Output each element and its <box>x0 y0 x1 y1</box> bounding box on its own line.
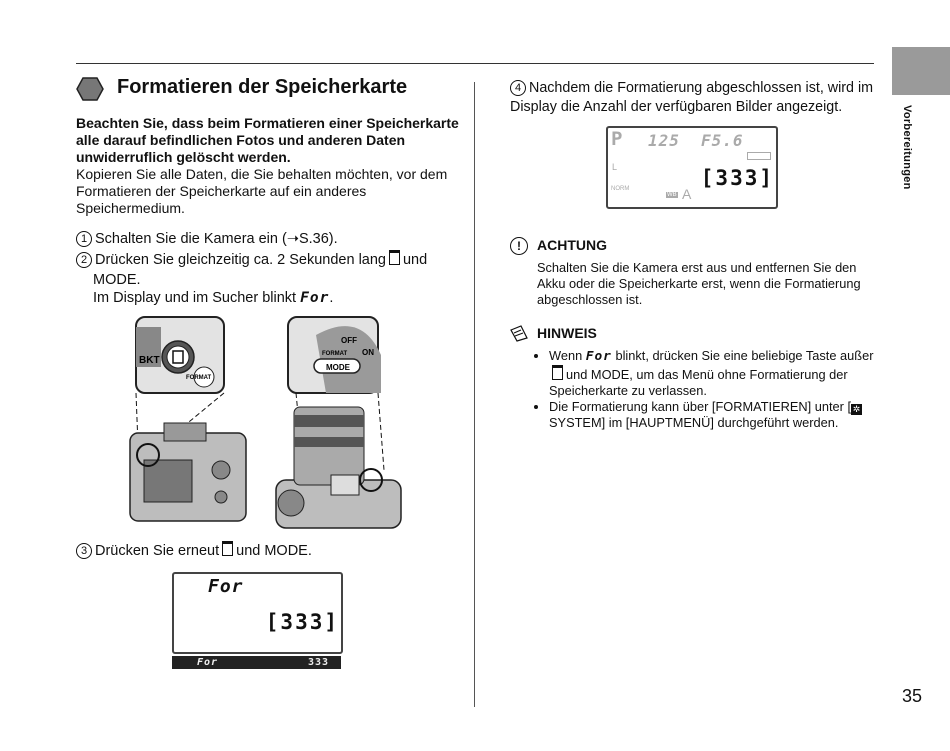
battery-icon <box>747 152 771 160</box>
hinweis-item-2: • Die Formatierung kann über [FORMATIEREN] unter [ ✲ SYSTEM] im [HAUPTMENÜ] durchgeführt werden. <box>549 399 882 431</box>
format-label-1: FORMAT <box>186 375 212 381</box>
step-4-text: Nachdem die Formatierung abgeschlossen ist, wird im Display die Anzahl der verfügbaren Bilder angezeigt. <box>510 80 874 115</box>
mode-label: MODE <box>326 363 350 372</box>
hinweis-for-display: For <box>585 349 612 364</box>
lcd2-wb: WB <box>667 192 677 198</box>
bkt-label: BKT <box>139 355 160 366</box>
section-tab-label: Vorbereitungen <box>901 105 913 190</box>
warning-paragraph: Kopieren Sie alle Daten, die Sie behalten möchten, vor dem Formatieren der Speicherkarte auf ein anderes Speichermedium. <box>76 166 448 216</box>
trash-icon-2 <box>222 541 233 556</box>
step-1-text: Schalten Sie die Kamera ein ( <box>95 231 287 247</box>
lcd-for-text: For <box>208 576 244 597</box>
hinweis-item-1 <box>549 348 882 399</box>
trash-icon <box>389 250 400 265</box>
system-gear-icon: ✲ <box>852 404 861 414</box>
achtung-title: ACHTUNG <box>537 237 607 253</box>
hinweis-2-text-a: Die Formatierung kann über [FORMATIEREN] unter <box>549 399 844 414</box>
step-4-number: 4 <box>510 80 526 96</box>
step-2 <box>76 250 466 270</box>
viewfinder-bar <box>172 656 341 669</box>
step-1 <box>76 229 338 249</box>
lcd2-quality: NORM <box>611 186 630 192</box>
note-icon <box>509 324 529 342</box>
viewfinder-for: For <box>197 657 219 668</box>
lcd-count: [333] <box>265 610 339 634</box>
hinweis-1-text-b: blinkt, drücken Sie eine beliebige Taste <box>615 348 837 363</box>
lcd2-count: [333] <box>700 166 774 190</box>
lcd-display-step4 <box>606 126 778 209</box>
trash-icon-3 <box>552 365 563 380</box>
camera-illustration <box>126 315 416 535</box>
lcd2-mode: P <box>611 128 624 150</box>
lcd2-a: A <box>682 186 692 202</box>
step-2-text-d: Im Display und im Sucher blinkt <box>93 290 297 306</box>
lcd2-l: L <box>612 162 618 172</box>
achtung-text: Schalten Sie die Kamera erst aus und entfernen Sie den Akku oder die Speicherkarte erst, wenn die Formatierung abgeschlossen ist. <box>537 260 861 307</box>
blink-for-display: For <box>300 290 330 306</box>
step-3-text-b: und MODE. <box>236 543 312 559</box>
top-rule <box>76 63 874 64</box>
viewfinder-count: 333 <box>307 657 329 668</box>
section-tab-marker <box>892 47 950 95</box>
lcd-display-step3 <box>172 572 343 654</box>
step-1-ref: ➝S.36). <box>286 231 338 247</box>
page-title: Formatieren der Speicherkarte <box>117 76 408 98</box>
warning-icon: ! <box>510 237 528 255</box>
hinweis-1-text-a: Wenn <box>549 348 583 363</box>
section-hexagon-icon <box>76 77 104 101</box>
step-2-text-a: Drücken Sie gleichzeitig ca. 2 Sekunden lang <box>95 252 386 268</box>
step-3-number: 3 <box>76 543 92 559</box>
step-2-line-3: Im Display und im Sucher blinkt For. <box>93 290 334 306</box>
page-number: 35 <box>902 686 923 706</box>
step-2-number: 2 <box>76 252 92 268</box>
format-label-2: FORMAT <box>322 351 348 357</box>
hinweis-list <box>537 348 882 431</box>
warning-bold-text: Beachten Sie, dass beim Formatieren einer Speicherkarte alle darauf befindlichen Fotos und anderen Daten unwiderruflich gelöscht werden. <box>76 115 459 165</box>
off-label: OFF <box>341 336 357 345</box>
lcd2-aperture: F5.6 <box>701 131 744 150</box>
hinweis-title: HINWEIS <box>537 325 597 341</box>
on-label: ON <box>362 348 374 357</box>
step-2-text-b: und <box>402 252 428 268</box>
hinweis-1-text-d: und MODE, um das Menü ohne Formatierung der Speicherkarte zu verlassen. <box>549 367 848 398</box>
step-3 <box>76 541 312 561</box>
step-1-number: 1 <box>76 231 92 247</box>
step-4 <box>510 79 878 117</box>
hinweis-2-text-b: SYSTEM] im [HAUPTMENÜ] durchgeführt werden. <box>549 415 839 430</box>
step-3-text-a: Drücken Sie erneut <box>95 543 220 559</box>
lcd2-shutter: 125 <box>648 131 680 150</box>
step-2-line-2: MODE. <box>93 272 141 288</box>
hinweis-1-text-c: außer <box>840 348 874 363</box>
column-divider <box>474 82 475 707</box>
